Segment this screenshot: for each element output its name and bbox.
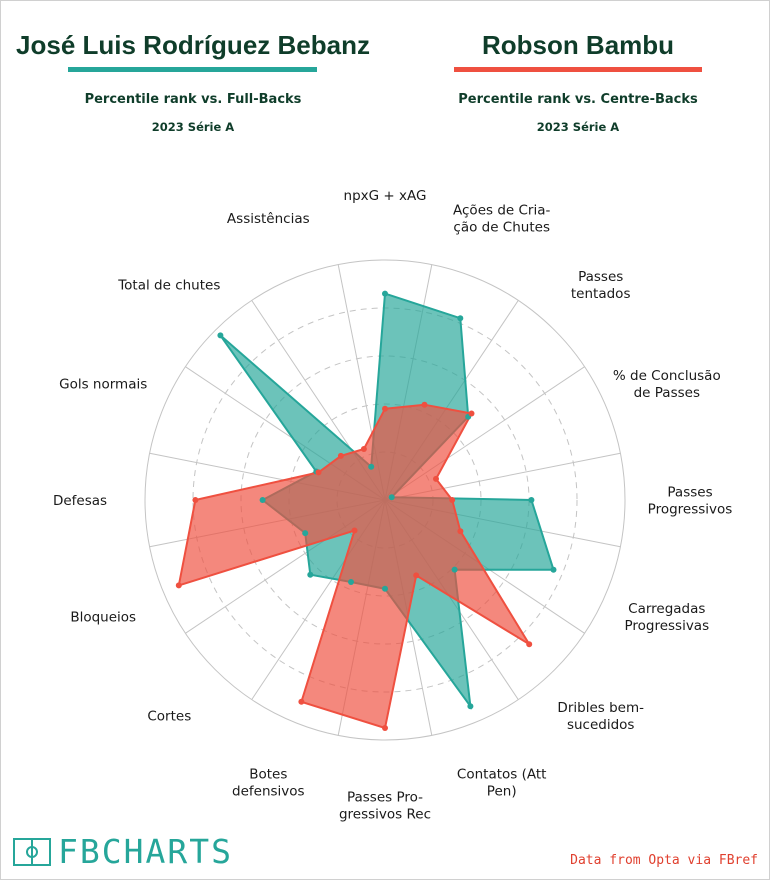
axis-label-line: Botes	[249, 766, 288, 783]
axis-label-line: sucedidos	[566, 717, 635, 734]
axis-label-line: Defesas	[52, 493, 108, 509]
player1-comparison: Percentile rank vs. Full-Backs	[84, 92, 302, 107]
axis-label-line: defensivos	[232, 783, 305, 800]
axis-label-line: Cortes	[147, 708, 192, 725]
axis-label-line: Contatos (Att	[456, 766, 547, 783]
axis-label	[147, 709, 191, 725]
series-1-point	[528, 497, 534, 503]
axis-label	[613, 368, 721, 401]
axis-label	[117, 277, 220, 293]
series-2-point	[382, 406, 388, 412]
axis-label-line: Assistências	[226, 211, 310, 228]
series-1-point	[368, 464, 374, 470]
axis-label-line: Pen)	[486, 783, 517, 800]
series-2-point	[433, 476, 439, 482]
series-1-point	[302, 530, 308, 536]
axis-label-line: Passes	[578, 268, 624, 285]
series-1-point	[457, 315, 463, 321]
player2-comparison: Percentile rank vs. Centre-Backs	[458, 92, 698, 107]
axis-label-line: Carregadas	[628, 601, 706, 618]
axis-label-line: Progressivos	[647, 501, 733, 518]
series-2-point	[469, 411, 475, 417]
series-2-area	[179, 405, 529, 728]
axis-label-line: ção de Chutes	[453, 219, 550, 236]
player1-season: 2023 Série A	[151, 120, 235, 134]
axis-label-line: de Passes	[633, 384, 700, 401]
player1-name: José Luis Rodríguez Bebanz	[16, 30, 370, 60]
axis-label	[344, 188, 427, 204]
series-2-point	[457, 528, 463, 534]
axis-label-line: Gols normais	[59, 376, 148, 393]
pitch-icon	[12, 837, 52, 867]
axis-label-line: Passes	[667, 484, 713, 501]
axis-label	[624, 601, 709, 634]
series-2-point	[338, 453, 344, 459]
axis-label	[557, 700, 644, 733]
axis-label-line: Ações de Cria-	[453, 202, 551, 219]
series-2-point	[192, 497, 198, 503]
series-2-point	[352, 528, 358, 534]
axis-label	[571, 269, 631, 302]
axis-label	[457, 766, 547, 799]
axis-label	[232, 766, 305, 799]
series-2-point	[361, 446, 367, 452]
axis-label	[70, 610, 136, 626]
series-2-point	[413, 572, 419, 578]
axis-label-line: % de Conclusão	[612, 367, 721, 384]
series-1-point	[452, 567, 458, 573]
axis-label-line: tentados	[570, 285, 631, 302]
series-1-point	[217, 332, 223, 338]
series-2-point	[176, 582, 182, 588]
series-1-point	[348, 579, 354, 585]
axis-label	[648, 485, 733, 518]
axis-label	[227, 211, 310, 227]
series-2-point	[382, 725, 388, 731]
series-1-point	[382, 291, 388, 297]
data-credit: Data from Opta via FBref	[570, 853, 758, 868]
axis-label-line: Passes Pro-	[346, 789, 424, 806]
axis-label-line: Bloqueios	[70, 609, 137, 626]
series-2-point	[449, 497, 455, 503]
series-1-point	[467, 703, 473, 709]
fbcharts-logo	[12, 832, 233, 871]
series-1-point	[551, 567, 557, 573]
series-2-point	[298, 699, 304, 705]
axis-label-line: Progressivas	[624, 618, 710, 635]
axis-label-line: Total de chutes	[118, 277, 221, 294]
series-1-point	[260, 497, 266, 503]
series-1-point	[382, 586, 388, 592]
series-2-point	[316, 469, 322, 475]
axis-label-line: gressivos Rec	[338, 806, 432, 823]
axis-label	[59, 376, 147, 392]
axis-label	[453, 203, 550, 236]
series-2-point	[422, 402, 428, 408]
axis-label	[53, 493, 107, 509]
logo-text: FBCHARTS	[58, 832, 233, 871]
series-1-point	[307, 572, 313, 578]
axis-label-line: npxG + xAG	[343, 188, 427, 204]
series-2-point	[526, 641, 532, 647]
axis-label	[339, 790, 431, 823]
series-1-point	[389, 494, 395, 500]
player2-season: 2023 Série A	[536, 120, 620, 134]
axis-label-line: Dribles bem-	[557, 700, 644, 717]
player2-name: Robson Bambu	[481, 30, 675, 60]
